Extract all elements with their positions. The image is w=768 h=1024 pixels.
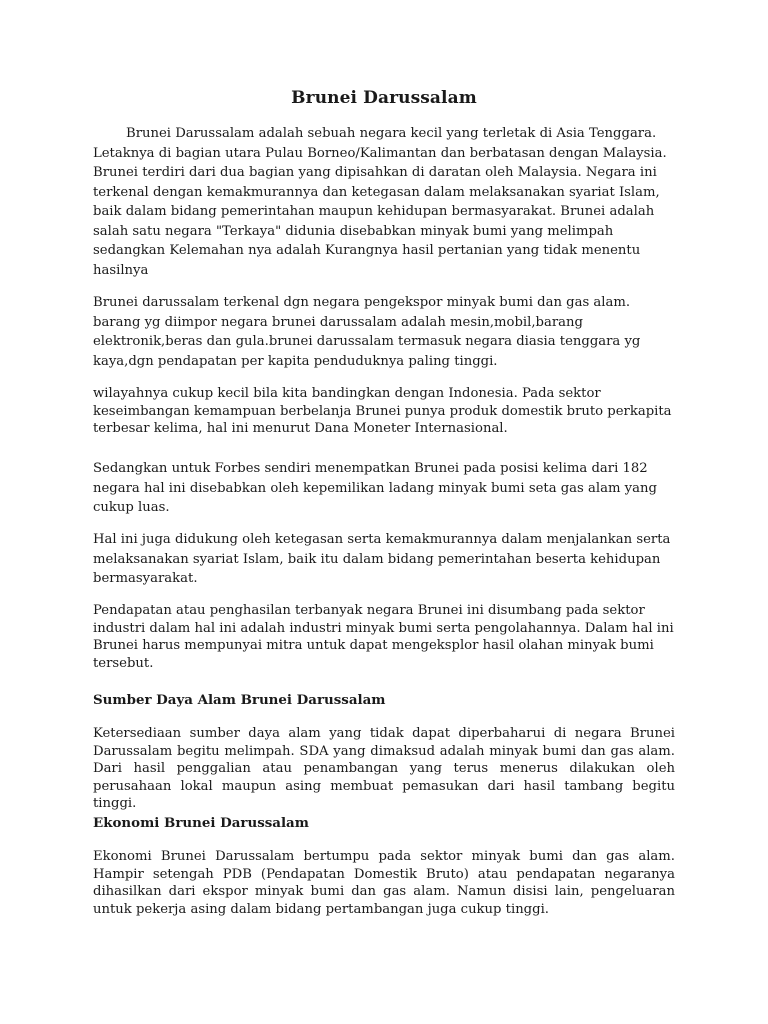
paragraph-syariat: Hal ini juga didukung oleh ketegasan serta kemakmurannya dalam menjalankan serta melaksanakan syariat Islam, baik itu dalam bidang pemerintahan beserta kehidupan bermasyarakat.: [93, 532, 671, 586]
document-title: Brunei Darussalam: [291, 88, 477, 108]
section-heading-economy: Ekonomi Brunei Darussalam: [93, 815, 309, 831]
section-text-economy: Ekonomi Brunei Darussalam bertumpu pada sektor minyak bumi dan gas alam. Hampir setengah PDB (Pendapatan Domestik Bruto) atau pendapatan negaranya dihasilkan dari ekspor minyak bumi dan gas alam. Namun disisi lain, pengeluaran untuk pekerja asing dalam bidang pertambangan juga cukup tinggi.: [93, 849, 675, 917]
paragraph-intro: Brunei Darussalam adalah sebuah negara kecil yang terletak di Asia Tenggara. Letaknya di bagian utara Pulau Borneo/Kalimantan dan berbatasan dengan Malaysia. Brunei terdiri dari dua bagian yang dipisahkan di daratan oleh Malaysia. Negara ini terkenal dengan kemakmurannya dan ketegasan dalam melaksanakan syariat Islam, baik dalam bidang pemerintahan maupun kehidupan bermasyarakat. Brunei adalah salah satu negara "Terkaya" didunia disebabkan minyak bumi yang melimpah sedangkan Kelemahan nya adalah Kurangnya hasil pertanian yang tidak menentu hasilnya: [93, 126, 667, 278]
paragraph-territory: wilayahnya cukup kecil bila kita bandingkan dengan Indonesia. Pada sektor keseimbangan kemampuan berbelanja Brunei punya produk domestik bruto perkapita terbesar kelima, hal ini menurut Dana Moneter Internasional.: [93, 386, 672, 436]
paragraph-exports: Brunei darussalam terkenal dgn negara pengekspor minyak bumi dan gas alam. barang yg diimpor negara brunei darussalam adalah mesin,mobil,barang elektronik,beras dan gula.brunei darussalam termasuk negara diasia tenggara yg kaya,dgn pendapatan per kapita penduduknya paling tinggi.: [93, 295, 641, 369]
paragraph-forbes: Sedangkan untuk Forbes sendiri menempatkan Brunei pada posisi kelima dari 182 negara hal ini disebabkan oleh kepemilikan ladang minyak bumi seta gas alam yang cukup luas.: [93, 461, 657, 515]
section-text-natural-resources: Ketersediaan sumber daya alam yang tidak dapat diperbaharui di negara Brunei Darussalam begitu melimpah. SDA yang dimaksud adalah minyak bumi dan gas alam. Dari hasil penggalian atau penambangan yang terus menerus dilakukan oleh perusahaan lokal maupun asing membuat pemasukan dari hasil tambang begitu tinggi.: [93, 726, 675, 811]
paragraph-income: Pendapatan atau penghasilan terbanyak negara Brunei ini disumbang pada sektor industri dalam hal ini adalah industri minyak bumi serta pengolahannya. Dalam hal ini Brunei harus mempunyai mitra untuk dapat mengeksplor hasil olahan minyak bumi tersebut.: [93, 603, 674, 671]
section-heading-natural-resources: Sumber Daya Alam Brunei Darussalam: [93, 692, 386, 708]
